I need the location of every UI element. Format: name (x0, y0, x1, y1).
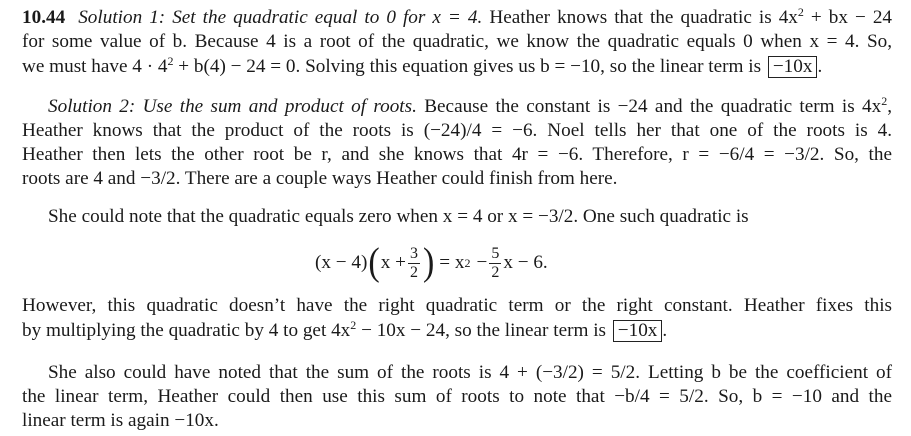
solution2-heading: Solution 2: Use the sum and product of roots. (48, 96, 417, 117)
exponent: 2 (350, 318, 357, 332)
fraction-five-halves (489, 245, 501, 282)
para-b-line-2 (22, 319, 892, 343)
problem-number: 10.44 (22, 7, 66, 28)
exponent: 2 (167, 54, 174, 68)
solution2-line-2: Heather knows that the product of the roots is (−24)/4 = −6. Noel tells her that one of the roots is 4. (22, 120, 892, 141)
equation-minus: − (476, 252, 488, 273)
para-c-line-3: linear term is again −10x. (22, 410, 219, 431)
period: . (662, 320, 668, 341)
solution1-line-1 (22, 6, 892, 30)
exponent: 2 (797, 5, 804, 19)
solution2-line-3: Heather then lets the other root be r, and she knows that 4r = −6. Therefore, r = −6/4 = −3/2. So, the (22, 144, 892, 165)
equation-eq: = x (439, 252, 465, 273)
para-b-text-2b: − 10x − 24, so the linear term is (356, 320, 606, 341)
right-paren: ) (422, 241, 435, 284)
comma: , (887, 96, 892, 117)
solution1-text-1-tail: + bx − 24 (803, 7, 893, 28)
para-b-line-1: However, this quadratic doesn’t have the right quadratic term or the right constant. Heather fixes this (22, 295, 892, 316)
solution2-line-1 (48, 95, 892, 119)
left-paren: ( (368, 241, 380, 284)
solution1-line-2: for some value of b. Because 4 is a root of the quadratic, we know the quadratic equals 0 when x = 4. So, (22, 31, 892, 52)
boxed-answer-2: −10x (613, 320, 663, 342)
solution2-text-1: Because the constant is −24 and the quadratic term is 4x (424, 96, 882, 117)
fraction-numerator: 5 (491, 244, 500, 262)
solution2-line-4: roots are 4 and −3/2. There are a couple ways Heather could finish from here. (22, 168, 618, 189)
exponent: 2 (881, 94, 888, 108)
fraction-denominator: 2 (409, 263, 418, 281)
solution1-text-3b: + b(4) − 24 = 0. Solving this equation gives us b = −10, so the linear term is (173, 56, 762, 77)
solution1-heading: Solution 1: Set the quadratic equal to 0 for x = 4. (78, 7, 483, 28)
fraction-numerator: 3 (409, 244, 418, 262)
para-a-line-1: She could note that the quadratic equals zero when x = 4 or x = −3/2. One such quadratic is (48, 206, 749, 227)
solution1-text-1: Heather knows that the quadratic is 4x (489, 7, 798, 28)
period: . (817, 56, 823, 77)
solution1-line-3 (22, 55, 892, 79)
display-equation: (x − 4) ( x + $\frac{3}{2}$ ) = x 2 − $\frac{5}{2}$ x − 6. (315, 241, 548, 284)
para-b-text-2a: by multiplying the quadratic by 4 to get 4x (22, 320, 351, 341)
equation-tail: x − 6. (503, 252, 548, 273)
para-c-line-2: the linear term, Heather could then use this sum of roots to note that −b/4 = 5/2. So, b = −10 and the (22, 386, 892, 407)
para-c-line-1: She also could have noted that the sum of the roots is 4 + (−3/2) = 5/2. Letting b be the coefficient of (48, 362, 892, 383)
fraction-denominator: 2 (491, 263, 500, 281)
boxed-answer-1: −10x (768, 56, 818, 78)
solution1-text-3a: we must have 4 · 4 (22, 56, 168, 77)
fraction-three-halves (408, 245, 420, 282)
equation-inner-x: x + (380, 252, 406, 273)
equation-left: (x − 4) (315, 252, 368, 273)
